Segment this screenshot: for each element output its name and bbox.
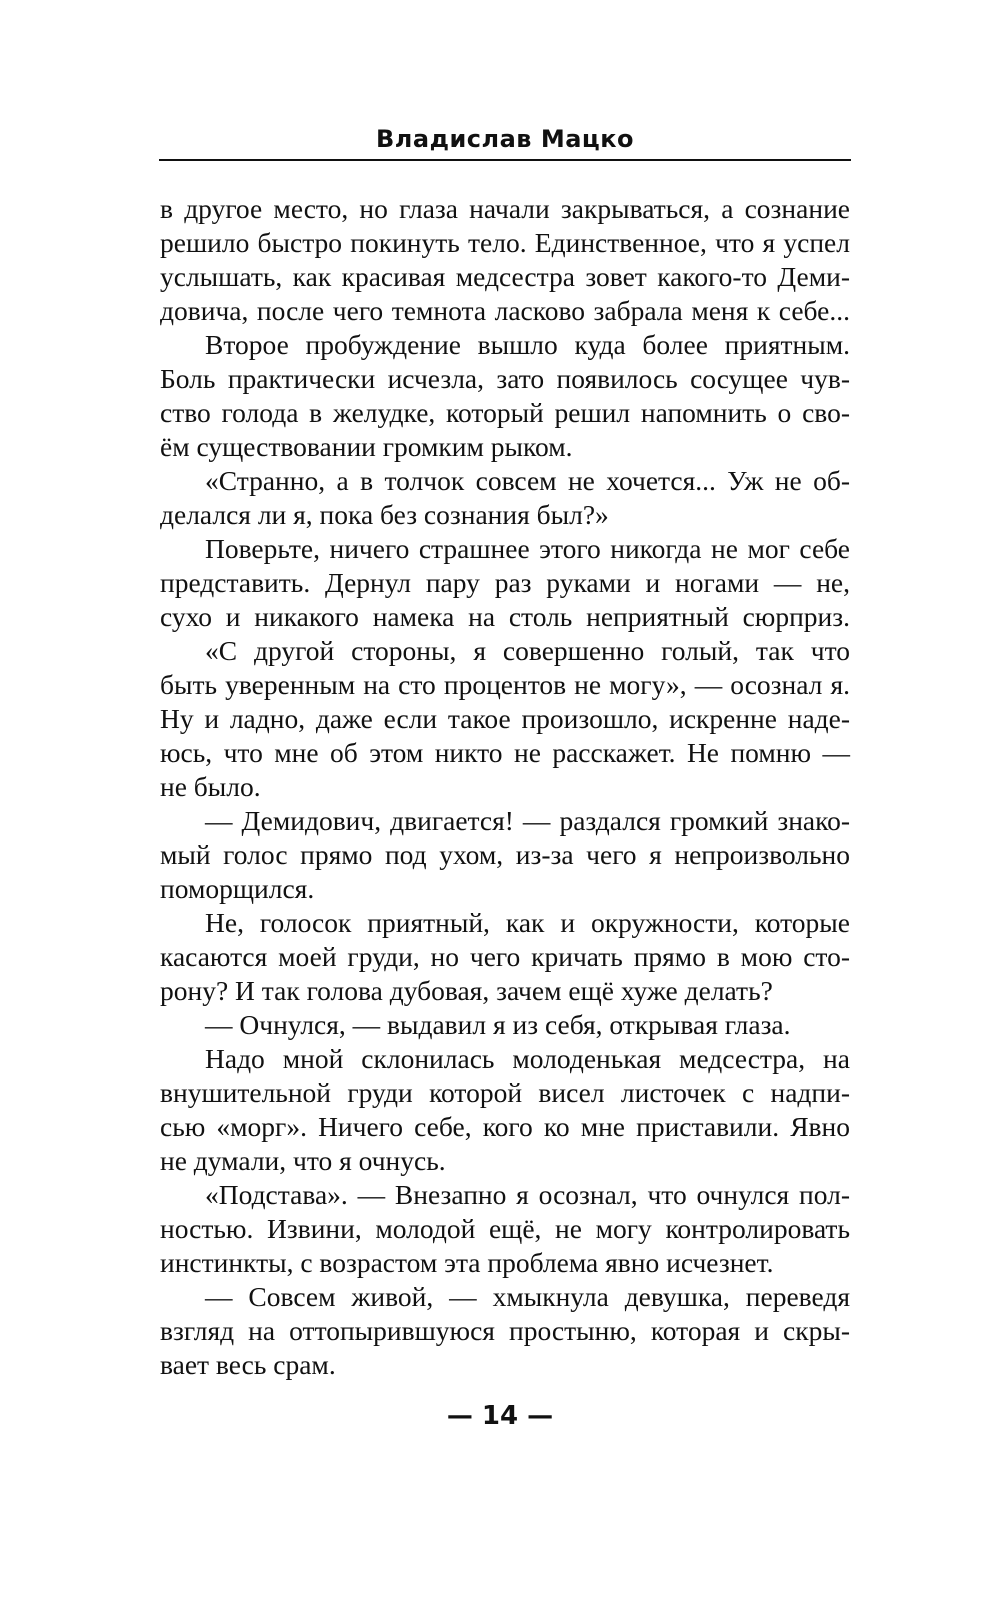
text-line: не было. [160,771,261,802]
text-line: — Совсем живой, — хмыкнула девушка, переведя [205,1281,850,1312]
text-line: делался ли я, пока без сознания был?» [160,499,609,530]
text-line: инстинкты, с возрастом эта проблема явно исчезнет. [160,1247,774,1278]
text-line: — Очнулся, — выдавил я из себя, открывая глаза. [205,1009,791,1040]
text-line: юсь, что мне об этом никто не расскажет. Не помню — [160,737,850,768]
text-line: услышать, как красивая медсестра зовет какого-то Деми- [160,261,850,292]
text-line: Второе пробуждение вышло куда более приятным. [205,329,850,360]
text-line: «Подстава». — Внезапно я осознал, что очнулся пол- [205,1179,850,1210]
text-line: «Странно, а в толчок совсем не хочется... Уж не об- [205,465,850,496]
text-line: Не, голосок приятный, как и окружности, которые [205,907,850,938]
page-number: — 14 — [446,1401,554,1431]
text-line: Поверьте, ничего страшнее этого никогда не мог себе [205,533,850,564]
text-line: Боль практически исчезла, зато появилось сосущее чув- [160,363,850,394]
text-line: ём существовании громким рыком. [160,431,573,462]
text-line: решило быстро покинуть тело. Единственное, что я успел [160,227,850,258]
text-line: быть уверенным на сто процентов не могу», — осознал я. [160,669,850,700]
text-line: рону? И так голова дубовая, зачем ещё хуже делать? [160,975,773,1006]
text-line: вает весь срам. [160,1349,336,1380]
header-rule [159,159,851,161]
text-line: поморщился. [160,873,315,904]
text-line: Надо мной склонилась молоденькая медсестра, на [205,1043,850,1074]
text-line: сью «морг». Ничего себе, кого ко мне приставили. Явно [160,1111,850,1142]
text-line: взгляд на оттопырившуюся простыню, которая и скры- [160,1315,850,1346]
text-line: сухо и никакого намека на столь неприятный сюрприз. [160,601,850,632]
text-line: довича, после чего темнота ласково забрала меня к себе... [160,295,850,326]
text-line: — Демидович, двигается! — раздался громкий знако- [205,805,850,836]
text-line: «С другой стороны, я совершенно голый, так что [205,635,850,666]
body-text [160,192,850,1382]
text-line: внушительной груди которой висел листочек с надпи- [160,1077,850,1108]
text-line: в другое место, но глаза начали закрываться, а сознание [160,193,850,224]
text-line: мый голос прямо под ухом, из-за чего я непроизвольно [160,839,850,870]
text-line: ностью. Извини, молодой ещё, не могу контролировать [160,1213,850,1244]
running-head-author: Владислав Мацко [376,125,634,153]
text-line: касаются моей груди, но чего кричать прямо в мою сто- [160,941,850,972]
text-line: представить. Дернул пару раз руками и ногами — не, [160,567,850,598]
text-line: Ну и ладно, даже если такое произошло, искренне наде- [160,703,850,734]
text-line: не думали, что я очнусь. [160,1145,446,1176]
text-line: ство голода в желудке, который решил напомнить о сво- [160,397,850,428]
